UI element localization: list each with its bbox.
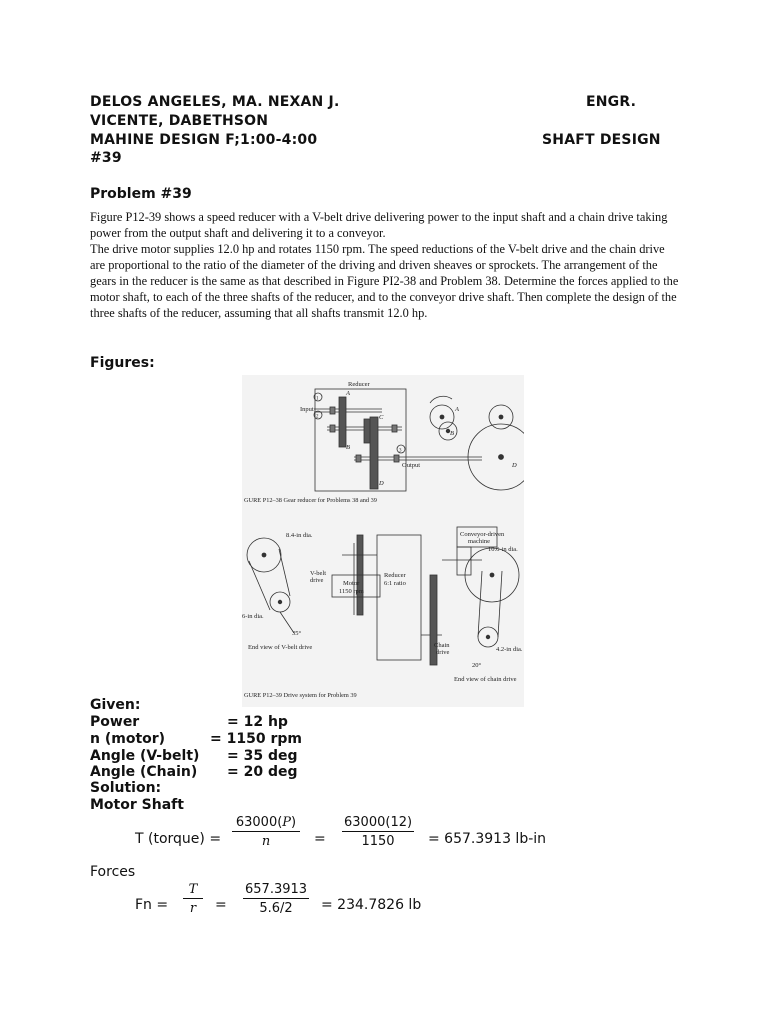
given-value: = 1150 rpm — [210, 731, 302, 747]
label-end-a: A — [455, 406, 459, 413]
torque-equals: = — [314, 831, 326, 847]
label-gear-a: A — [346, 390, 350, 397]
label-end-b: B — [450, 430, 454, 437]
label-end-d: D — [512, 462, 517, 469]
figures-label: Figures: — [90, 355, 155, 371]
statement-paragraph-2: The drive motor supplies 12.0 hp and rotates 1150 rpm. The speed reductions of the V-belt drive and the chain drive are proportional to the ratio of the diameter of the driving and driven sheaves or sprockets. The arrangement of the gears in the reducer is the same as that described in Figure PI2-38 and Problem 38. Determine the forces applied to the motor shaft, to each of the three shafts of the reducer, and to the conveyor drive shaft. Then complete the design of the three shafts of the reducer, assuming that all shafts transmit 12.0 hp. — [90, 242, 679, 320]
problem-statement — [90, 209, 680, 321]
label-endview-chain: End view of chain drive — [454, 676, 517, 683]
label-motor: Motor — [343, 580, 360, 587]
force-fraction-1 — [183, 882, 203, 916]
fraction-denominator: 5.6/2 — [259, 901, 293, 916]
label-shaft-1: 1 — [316, 396, 319, 402]
label-conveyor-2: machine — [468, 538, 491, 545]
textbook-figure — [242, 375, 524, 707]
statement-paragraph-1: Figure P12-39 shows a speed reducer with a V-belt drive delivering power to the input shaft and a chain drive taking power from the output shaft and delivering it to a conveyor. — [90, 210, 668, 240]
label-reducer-2: Reducer — [384, 572, 406, 579]
given-label: Angle (V-belt) — [90, 748, 200, 764]
label-gear-b: B — [346, 444, 350, 451]
caption-p12-39: GURE P12–39 Drive system for Problem 39 — [244, 692, 357, 699]
given-label: n (motor) — [90, 731, 166, 747]
author-name-1: DELOS ANGELES, MA. NEXAN J. — [90, 94, 340, 110]
numerator-coefficient: 63000 — [235, 815, 278, 830]
label-angle-20: 20° — [472, 662, 482, 669]
label-conveyor-1: Conveyor-driven — [460, 531, 505, 538]
label-dia-8-4: 8.4-in dia. — [286, 532, 313, 539]
problem-title: Problem #39 — [90, 186, 192, 202]
fn-label: Fn = — [135, 897, 169, 913]
label-dia-10-6: 10.6-in dia. — [488, 546, 518, 553]
label-output: Output — [402, 462, 421, 469]
label-endview-vbelt: End view of V-belt drive — [248, 644, 313, 651]
label-reducer-ratio: 6:1 ratio — [384, 580, 406, 587]
label-chain-1: Chain — [434, 642, 450, 649]
numerator-power: 12 — [390, 815, 407, 830]
fraction-denominator: r — [189, 901, 197, 916]
topic-label: SHAFT DESIGN — [542, 132, 661, 148]
given-value: = 12 hp — [227, 714, 288, 730]
engr-label: ENGR. — [586, 94, 637, 110]
label-chain-2: drive — [436, 649, 450, 656]
label-motor-rpm: 1150 rpm — [339, 588, 364, 595]
force-result: = 234.7826 lb — [321, 897, 422, 913]
forces-label: Forces — [90, 864, 136, 880]
fraction-numerator: 657.3913 — [245, 882, 308, 897]
label-input: Input — [300, 406, 314, 413]
given-value: = 20 deg — [227, 764, 298, 780]
label-gear-d: D — [379, 480, 384, 487]
label-reducer: Reducer — [348, 381, 370, 388]
fraction-denominator: n — [261, 834, 271, 849]
caption-p12-38: GURE P12–38 Gear reducer for Problems 38 and 39 — [244, 497, 377, 504]
label-gear-c: C — [379, 414, 384, 421]
numerator-coefficient: 63000 — [344, 815, 386, 830]
fraction-numerator: 63000(P) — [232, 815, 300, 832]
label-vbelt-2: drive — [310, 577, 324, 584]
torque-result: = 657.3913 lb-in — [428, 831, 547, 847]
label-shaft-3: 3 — [399, 448, 402, 454]
torque-fraction-2 — [342, 815, 414, 849]
torque-fraction-1 — [232, 815, 300, 849]
label-shaft-2: 2 — [316, 414, 319, 420]
problem-number: #39 — [90, 150, 122, 166]
solution-title: Solution: — [90, 780, 162, 796]
fraction-numerator: T — [183, 882, 203, 899]
gear-reducer-diagram — [314, 389, 524, 491]
course-schedule: MAHINE DESIGN F;1:00-4:00 — [90, 132, 318, 148]
force-fraction-2 — [243, 882, 309, 916]
given-title: Given: — [90, 697, 141, 713]
label-dia-4-2: 4.2-in dia. — [496, 646, 523, 653]
label-dia-6: 6-in dia. — [242, 613, 264, 620]
torque-label: T (torque) = — [135, 831, 222, 847]
fraction-numerator: 63000(12) — [344, 815, 413, 830]
motor-shaft-title: Motor Shaft — [90, 797, 184, 813]
given-value: = 35 deg — [227, 748, 298, 764]
given-label: Angle (Chain) — [90, 764, 198, 780]
variable-p: P — [282, 815, 292, 830]
given-label: Power — [90, 714, 140, 730]
author-name-2: VICENTE, DABETHSON — [90, 113, 269, 129]
label-vbelt-1: V-belt — [310, 570, 327, 577]
label-angle-35: 35° — [292, 630, 302, 637]
force-equals: = — [215, 897, 227, 913]
fraction-denominator: 1150 — [361, 834, 395, 849]
